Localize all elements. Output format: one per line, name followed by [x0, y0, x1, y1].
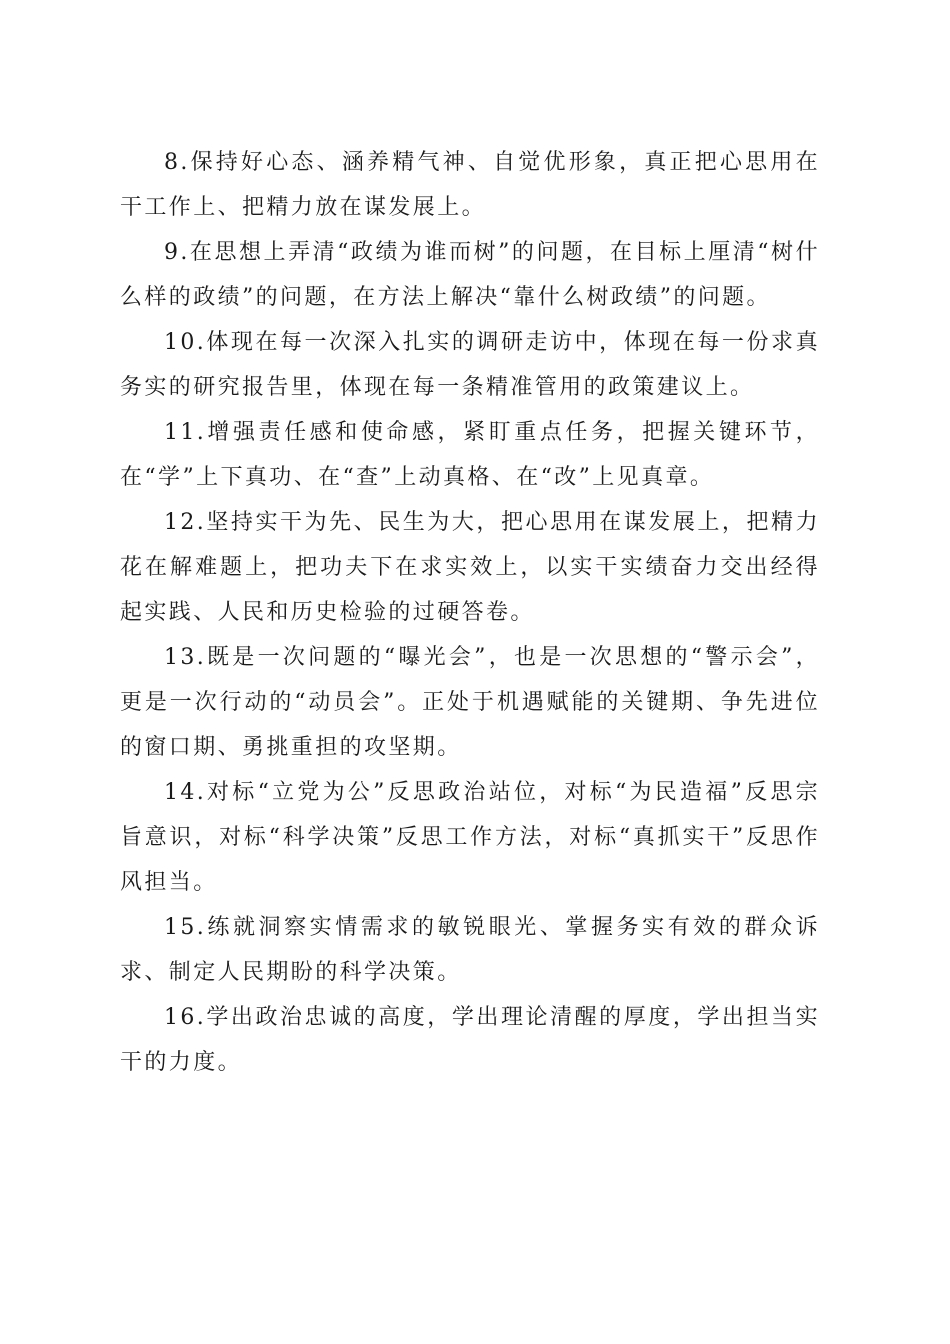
paragraph-8: 8.保持好心态、涵养精气神、自觉优形象，真正把心思用在干工作上、把精力放在谋发展上。 — [120, 150, 820, 220]
paragraph-13: 13.既是一次问题的“曝光会”，也是一次思想的“警示会”，更是一次行动的“动员会”。正处于机遇赋能的关键期、争先进位的窗口期、勇挑重担的攻坚期。 — [120, 645, 820, 760]
paragraph-12: 12.坚持实干为先、民生为大，把心思用在谋发展上，把精力花在解难题上，把功夫下在求实效上，以实干实绩奋力交出经得起实践、人民和历史检验的过硬答卷。 — [120, 510, 820, 625]
paragraph-9: 9.在思想上弄清“政绩为谁而树”的问题，在目标上厘清“树什么样的政绩”的问题，在方法上解决“靠什么树政绩”的问题。 — [120, 240, 820, 310]
paragraph-15: 15.练就洞察实情需求的敏锐眼光、掌握务实有效的群众诉求、制定人民期盼的科学决策。 — [120, 915, 820, 985]
paragraph-11: 11.增强责任感和使命感，紧盯重点任务，把握关键环节，在“学”上下真功、在“查”上动真格、在“改”上见真章。 — [120, 420, 820, 490]
document-body — [120, 140, 820, 1085]
paragraph-14: 14.对标“立党为公”反思政治站位，对标“为民造福”反思宗旨意识，对标“科学决策”反思工作方法，对标“真抓实干”反思作风担当。 — [120, 780, 820, 895]
paragraph-16: 16.学出政治忠诚的高度，学出理论清醒的厚度，学出担当实干的力度。 — [120, 1005, 820, 1075]
paragraph-10: 10.体现在每一次深入扎实的调研走访中，体现在每一份求真务实的研究报告里，体现在每一条精准管用的政策建议上。 — [120, 330, 820, 400]
